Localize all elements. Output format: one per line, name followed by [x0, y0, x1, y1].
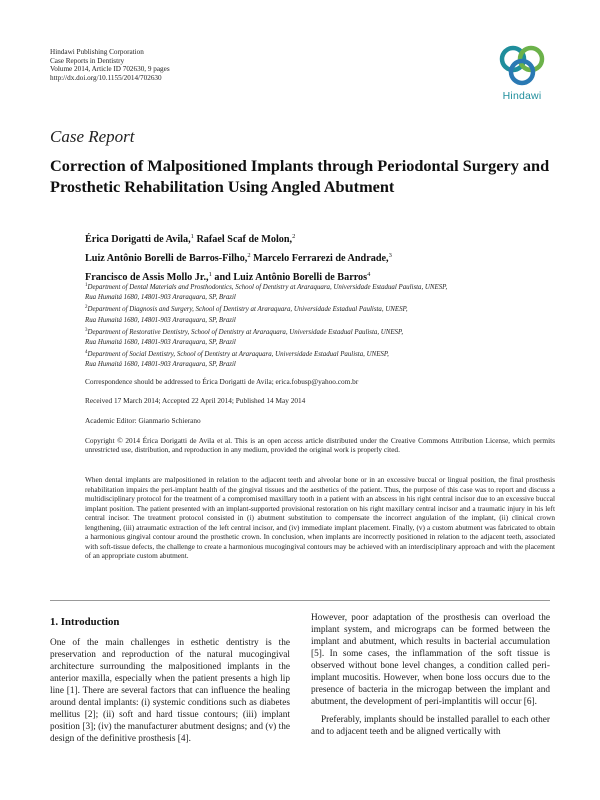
article-title: Correction of Malpositioned Implants through Periodontal Surgery and Prosthetic Rehabilitation Using Angled Abutment	[50, 156, 550, 196]
volume-info: Volume 2014, Article ID 702630, 9 pages	[50, 65, 170, 74]
author-list	[85, 229, 525, 287]
abstract: When dental implants are malpositioned in relation to the adjacent teeth and alveolar bone or in an excessive buccal or lingual position, the final prosthesis rehabilitation impairs the peri-implant health of the gingival tissues and the aesthetics of the patient. Thus, the purpose of this case was to report and discuss a multidisciplinary protocol for the treatment of a compromised maxillary tooth in a patient with an abscess in his right central incisor due to an excessive buccal implant position. The patient presented with an implant-supported provisional restoration on his right maxillary central incisor and a traumatic injury in his left central incisor. The treatment protocol consisted in (i) abutment substitution to compensate the incorrect angulation of the implant, (ii) clinical crown lengthening, (iii) atraumatic extraction of the left central incisor, and (iv) immediate implant placement. Finally, (v) a custom abutment was fabricated to obtain a harmonious gingival contour around the prosthetic crown. In conclusion, when implants are incorrectly positioned in relation to the adjacent teeth, associated with soft-tissue defects, the challenge to create a harmonious mucogingival contours may be achieved with an interdisciplinary approach and with the placement of an appropriate custom abutment.	[85, 475, 555, 561]
right-column	[311, 612, 550, 738]
affiliation: $^3$Department of Restorative Dentistry, School of Dentistry at Araraquara, Universidade Estadual Paulista, UNESP, Rua Humaitá 1680, 14801-903 Araraquara, SP, Brazil	[85, 327, 404, 347]
hindawi-logo-text: Hindawi	[502, 90, 542, 102]
article-type: Case Report	[50, 127, 135, 146]
hindawi-rings-icon	[492, 38, 552, 90]
author-name[interactable]: Francisco de Assis Mollo Jr.,$^1$	[85, 271, 212, 284]
author-name[interactable]: Rafael Scaf de Molon,$^2$	[196, 233, 296, 245]
affiliation: $^2$Department of Diagnosis and Surgery, School of Dentistry at Araraquara, Universidade Estadual Paulista, UNESP, Rua Humaitá 1680, 14801-903 Araraquara, SP, Brazil	[85, 305, 408, 324]
author-name[interactable]: Luiz Antônio Borelli de Barros-Filho,$^2$	[85, 252, 251, 265]
publication-dates: Received 17 March 2014; Accepted 22 April 2014; Published 14 May 2014	[85, 396, 306, 405]
body-paragraph: However, poor adaptation of the prosthesis can overload the implant system, and micrograps can be formed between the implant and abutment, which results in bacterial accumulation [5]. In some cases, the inflammation of the soft tissue is observed without bone level changes, a condition called peri-implant mucositis. However, when bone loss occurs due to the presence of bacteria in the microgap between the implant and abutment, the development of peri-implantitis will occur [6].	[311, 613, 550, 708]
author-name[interactable]: and Luiz Antônio Borelli de Barros$^4$	[214, 271, 371, 284]
author-name[interactable]: Érica Dorigatti de Avila,$^1$	[85, 233, 194, 245]
copyright-notice: Copyright © 2014 Érica Dorigatti de Avila et al. This is an open access article distributed under the Creative Commons Attribution License, which permits unrestricted use, distribution, and reproduction in any medium, provided the original work is properly cited.	[85, 436, 555, 455]
body-paragraph: Preferably, implants should be installed parallel to each other and to adjacent teeth and be aligned vertically with	[311, 715, 550, 738]
affiliation: $^4$Department of Social Dentistry, School of Dentistry at Araraquara, Universidade Estadual Paulista, UNESP, Rua Humaitá 1680, 14801-903 Araraquara, SP, Brazil	[85, 350, 389, 369]
affiliations	[85, 281, 555, 371]
publisher-name: Hindawi Publishing Corporation	[50, 48, 144, 56]
academic-editor: Academic Editor: Gianmario Schierano	[85, 416, 201, 425]
correspondence: Correspondence should be addressed to Érica Dorigatti de Avila; erica.fobusp@yahoo.com.br	[85, 377, 359, 386]
section-divider	[50, 600, 550, 601]
doi-link[interactable]: http://dx.doi.org/10.1155/2014/702630	[50, 73, 162, 82]
hindawi-logo	[492, 38, 552, 108]
left-column	[50, 637, 290, 745]
affiliation: $^1$Department of Dental Materials and Prosthodontics, School of Dentistry at Araraquara, Universidade Estadual Paulista, UNESP, Rua Humaitá 1680, 14801-903 Araraquara, SP, Brazil	[85, 283, 448, 302]
journal-name: Case Reports in Dentistry	[50, 56, 125, 65]
author-name[interactable]: Marcelo Ferrarezi de Andrade,$^3$	[253, 252, 392, 265]
body-paragraph: One of the main challenges in esthetic dentistry is the preservation and reproduction of the natural mucogingival architecture surrounding the malpositioned implants in the anterior maxilla, especially when the patient presents a high lip line [1]. There are several factors that can influence the healing around dental implants: (i) systemic conditions such as diabetes mellitus [2]; (ii) soft and hard tissue contours; (iii) implant position [3]; (iv) the manufacturer abutment designs; and (v) the design of the definitive prosthesis [4].	[50, 638, 290, 745]
section-heading: 1. Introduction	[50, 616, 120, 628]
publication-info	[50, 48, 170, 82]
